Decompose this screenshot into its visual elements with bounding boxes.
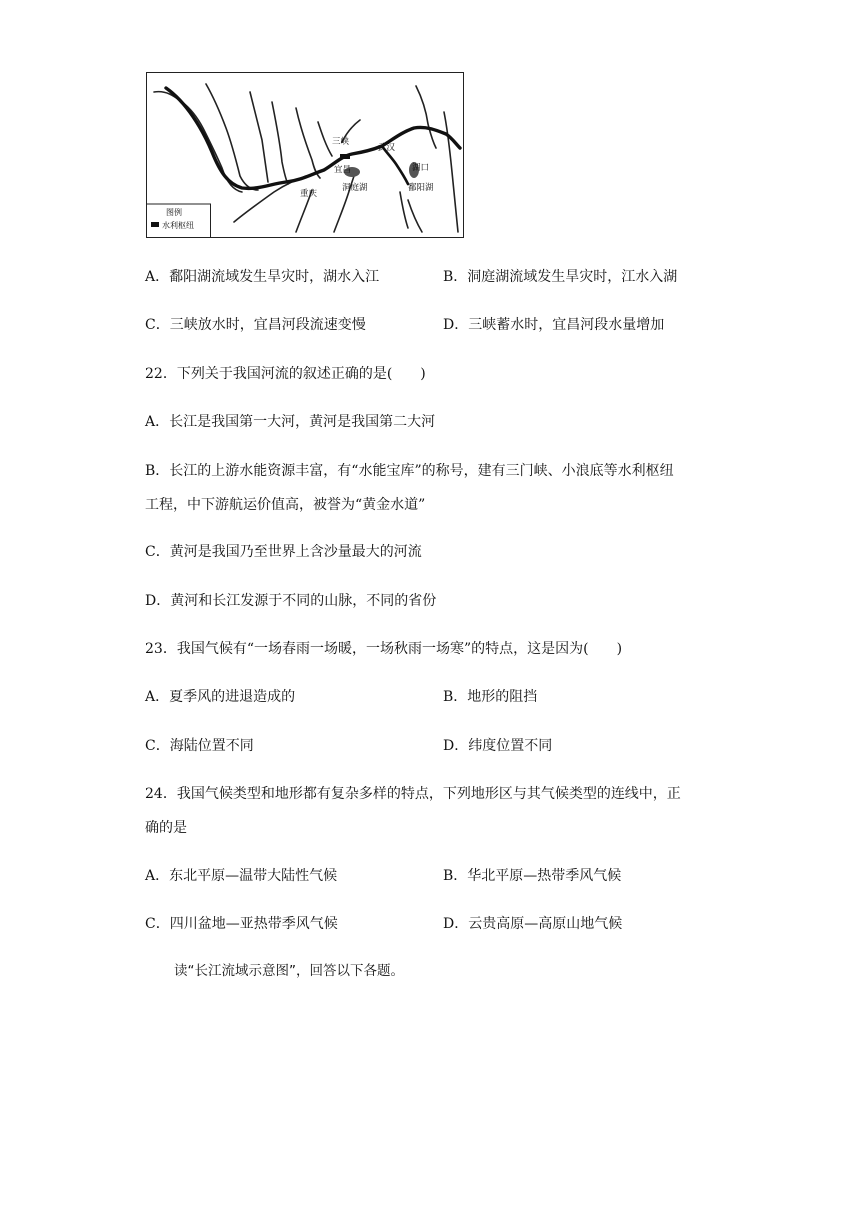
q22-option-d: D．黄河和长江发源于不同的山脉，不同的省份 — [145, 593, 437, 609]
q22-option-a: A．长江是我国第一大河，黄河是我国第二大河 — [145, 414, 436, 430]
q21-option-a: A．鄱阳湖流域发生旱灾时，湖水入江 — [145, 269, 380, 285]
legend-title: 图例 — [166, 208, 182, 217]
q21-option-b: B．洞庭湖流域发生旱灾时，江水入湖 — [443, 269, 678, 285]
q23-option-b: B．地形的阻挡 — [443, 689, 538, 705]
q23-stem: 23．我国气候有“一场春雨一场暖，一场秋雨一场寒”的特点，这是因为( ) — [145, 641, 623, 657]
q24-stem-line2: 确的是 — [145, 820, 187, 836]
q22-stem: 22．下列关于我国河流的叙述正确的是( ) — [145, 366, 426, 382]
q22-option-b-line1: B．长江的上游水能资源丰富，有“水能宝库”的称号，建有三门峡、小浪底等水利枢纽 — [145, 463, 674, 479]
yangtze-basin-map — [146, 72, 464, 238]
map-legend — [147, 204, 211, 238]
reading-note: 读“长江流域示意图”，回答以下各题。 — [174, 963, 404, 979]
q21-option-c: C．三峡放水时，宜昌河段流速变慢 — [145, 317, 366, 333]
label-hukou: 湖口 — [412, 163, 430, 173]
legend-item: 水利枢纽 — [162, 221, 194, 230]
dam-marker-icon — [340, 154, 350, 159]
q23-option-a: A．夏季风的进退造成的 — [145, 689, 296, 705]
q24-option-c: C．四川盆地—亚热带季风气候 — [145, 916, 338, 932]
label-chongqing: 重庆 — [300, 189, 318, 199]
label-poyanghu: 鄱阳湖 — [408, 183, 434, 193]
q24-option-b: B．华北平原—热带季风气候 — [443, 868, 622, 884]
q24-option-d: D．云贵高原—高原山地气候 — [443, 916, 623, 932]
label-wuhan: 武汉 — [378, 143, 396, 153]
label-yichang: 宜昌 — [334, 165, 352, 175]
q23-option-c: C．海陆位置不同 — [145, 738, 254, 754]
q24-stem-line1: 24．我国气候类型和地形都有复杂多样的特点，下列地形区与其气候类型的连线中，正 — [145, 786, 681, 802]
q22-option-c: C．黄河是我国乃至世界上含沙量最大的河流 — [145, 544, 422, 560]
q24-option-a: A．东北平原—温带大陆性气候 — [145, 868, 338, 884]
legend-dam-icon — [151, 222, 159, 227]
label-sanxia: 三峡 — [332, 137, 350, 147]
q22-option-b-line2: 工程，中下游航运价值高，被誉为“黄金水道” — [145, 497, 426, 513]
label-dongtinghu: 洞庭湖 — [342, 183, 368, 193]
q23-option-d: D．纬度位置不同 — [443, 738, 553, 754]
q21-option-d: D．三峡蓄水时，宜昌河段水量增加 — [443, 317, 665, 333]
